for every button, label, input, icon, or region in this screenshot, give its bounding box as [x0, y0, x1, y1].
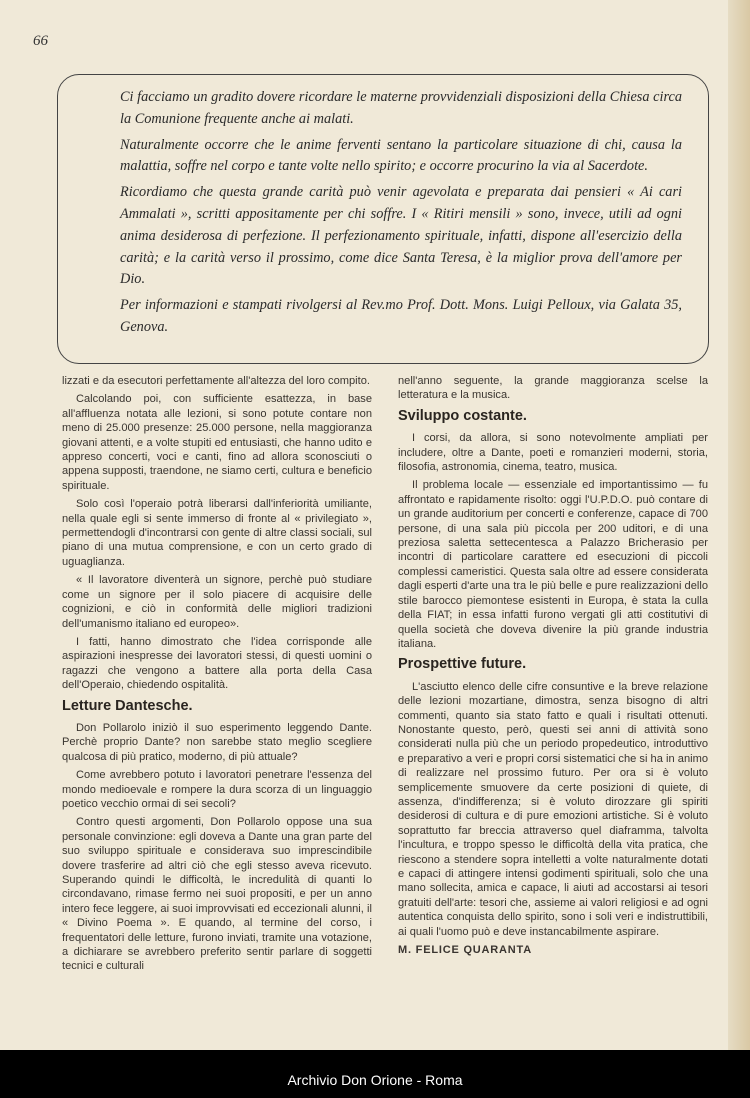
body-paragraph: Contro questi argomenti, Don Pollarolo oppose una sua personale convinzione: egli doveva a Dante una gran parte del suo sviluppo spirituale e considerava suo imprescindibile dovere trasferire ad altri ciò che egli stesso aveva ricevuto. Superando quindi le difficoltà, le incredulità di quanti lo circondavano, rimase fermo nei suoi propositi, e per un anno intero fece leggere, ai suoi improvvisati ed eccezionali alunni, il « Divino Poema ». E quando, al termine del corso, i frequentatori delle letture, furono inviati, tramite una votazione, a dichiarare se avrebbero preferito sentir parlare di soggetti tecnici e culturali: [62, 816, 372, 973]
boxed-notice: [57, 74, 709, 364]
notice-paragraph: Naturalmente occorre che le anime ferventi sentano la particolare situazione di chi, causa la malattia, soffre nel corpo e tante volte nello spirito; e occorre procurino la via al Sacerdote.: [120, 136, 682, 175]
body-paragraph: « Il lavoratore diventerà un signore, perchè può studiare come un signore per il solo piacere di acquisire delle cognizioni, e ciò in conformità delle migliori tradizioni dell'umanismo italiano ed europeo».: [62, 574, 372, 630]
body-paragraph: nell'anno seguente, la grande maggioranza scelse la letteratura e la musica.: [398, 375, 708, 402]
section-heading: Prospettive future.: [398, 656, 527, 673]
body-paragraph: L'asciutto elenco delle cifre consuntive e la breve relazione delle lezioni mozartiane, dimostra, senza bisogno di altri commenti, quanto sia stato fatto e quali i risultati ottenuti. Nonostante questo, però, questi sei anni di attività sono considerati nulla più che un periodo propedeutico, introduttivo e preparativo a veri e propri corsi sistematici che si ha in animo di realizzare nel prossimo futuro. Per ora si è voluto semplicemente smuovere da certe posizioni di quiete, di assenza, d'indifferenza; si è voluto dirozzare gli spiriti desiderosi di cultura e di pure emozioni artistiche. Si è voluto soprattutto far breccia attraverso quel diaframma, talvolta l'incultura, e troppo spesso le difficoltà della vita pratica, che riescono a stendere sopra intelletti a volte naturalmente dotati e capaci di attingere intensi godimenti spirituali, solo che una mano sollecita, amica e capace, li aiuti ad accostarsi ai tesori gratuiti dell'arte: tesori che, assieme ai valori religiosi e ad ogni autentica conquista dello spirito, sono i soli veri e indistruttibili, ai quali l'uomo può e deve instancabilmente aspirare.: [398, 680, 708, 938]
archive-caption: Archivio Don Orione - Roma: [287, 1072, 463, 1088]
body-paragraph: I corsi, da allora, si sono notevolmente ampliati per includere, oltre a Dante, poeti e romanzieri moderni, storia, filosofia, astronomia, cinema, teatro, musica.: [398, 432, 708, 474]
right-column: [398, 374, 708, 961]
body-paragraph: Come avrebbero potuto i lavoratori penetrare l'essenza del mondo medioevale e rompere la dura scorza di un linguaggio poetico vecchio ormai di sei secoli?: [62, 769, 372, 810]
notice-paragraph: Ci facciamo un gradito dovere ricordare le materne provvidenziali disposizioni della Chiesa circa la Comunione frequente anche ai malati.: [120, 89, 682, 127]
left-column: [62, 374, 372, 978]
body-paragraph: lizzati e da esecutori perfettamente all'altezza del loro compito.: [62, 375, 370, 387]
notice-paragraph: Per informazioni e stampati rivolgersi al Rev.mo Prof. Dott. Mons. Luigi Pelloux, via Galata 35, Genova.: [120, 297, 682, 335]
body-paragraph: Calcolando poi, con sufficiente esattezza, in base all'affluenza notata alle lezioni, si sono potute contare non meno di 25.000 presenze: 25.000 persone, nella maggioranza giovani attenti, e a volte stupiti ed entusiasti, che hanno udito e appreso concerti, voci e canti, fino ad allora sconosciuti o appena supposti, traendone, ne siamo certi, cultura e beneficio spirituale.: [62, 393, 372, 492]
notice-paragraph: Ricordiamo che questa grande carità può venir agevolata e preparata dai pensieri « Ai cari Ammalati », scritti appositamente per chi soffre. I « Ritiri mensili » sono, invece, utili ad ogni anima desiderosa di perfezione. Il perfezionamento spirituale, infatti, dispone all'esercizio della carità; e la carità verso il prossimo, come dice Santa Teresa, è la miglior prova dell'amore per Dio.: [120, 184, 682, 288]
page-number: 66: [33, 33, 48, 49]
section-heading: Sviluppo costante.: [398, 407, 527, 424]
author-signature: M. FELICE QUARANTA: [398, 944, 532, 957]
page-edge: [728, 0, 750, 1098]
body-paragraph: Il problema locale — essenziale ed importantissimo — fu affrontato e rapidamente risolto: oggi l'U.P.D.O. può contare di un grande auditorium per concerti e conferenze, capace di 700 persone, di una sala più piccola per 200 uditori, e di una preziosa saletta settecentesca a Palazzo Bricherasio per incontri di particolare carattere ed esecuzioni di piccoli complessi cameristici. Questa sala oltre ad essere considerata dagli esperti d'arte una tra le più belle e pure realizzazioni dello stile barocco piemontese esistenti in Europa, è stata la culla della FIAT; in essa infatti furono vergati gli atti costitutivi di quella società che doveva divenire la più grande industria italiana.: [398, 479, 708, 650]
body-paragraph: I fatti, hanno dimostrato che l'idea corrisponde alle aspirazioni inespresse dei lavoratori stessi, di questi uomini o ragazzi che vengono a battere alla porta della Casa dell'Operaio, chiedendo ospitalità.: [62, 635, 372, 692]
section-heading: Letture Dantesche.: [62, 697, 193, 714]
body-paragraph: Don Pollarolo iniziò il suo esperimento leggendo Dante. Perchè proprio Dante? non sarebbe stato meglio scegliere qualcosa di più pratico, moderno, di più attuale?: [62, 721, 372, 763]
body-paragraph: Solo così l'operaio potrà liberarsi dall'inferiorità umiliante, nella quale egli si sente immerso di fronte al « privilegiato », permettendogli d'incontrarsi con gente di altre classi sociali, sul piano di una mutua comprensione, e con un certo grado di uguaglianza.: [62, 498, 372, 568]
